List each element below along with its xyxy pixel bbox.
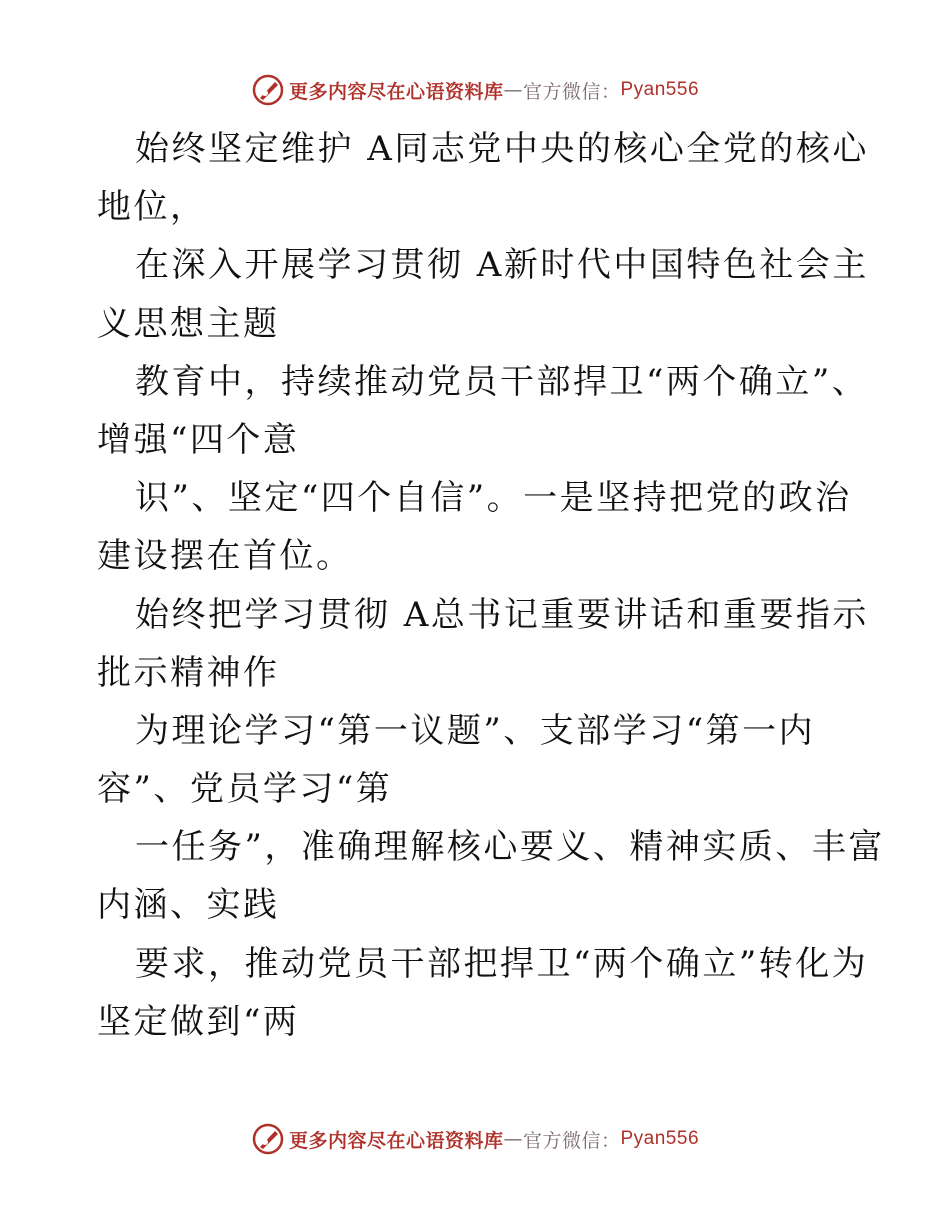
text-line: 建设摆在首位。 bbox=[97, 536, 353, 577]
text-line: 容”、党员学习“第 bbox=[97, 769, 393, 810]
text-line: 地位， bbox=[97, 187, 207, 228]
footer-watermark bbox=[0, 1119, 950, 1159]
text-line: 在深入开展学习贯彻 A新时代中国特色社会主 bbox=[135, 245, 869, 286]
quill-logo-icon bbox=[251, 73, 285, 107]
header-watermark bbox=[0, 70, 950, 110]
watermark-handle: Pyan556 bbox=[620, 79, 700, 100]
document-body bbox=[97, 120, 885, 1051]
text-line: 批示精神作 bbox=[97, 652, 280, 693]
text-line: 为理论学习“第一议题”、支部学习“第一内 bbox=[135, 710, 816, 751]
text-line: 坚定做到“两 bbox=[97, 1001, 300, 1042]
text-line: 始终坚定维护 A同志党中央的核心全党的核心 bbox=[135, 129, 869, 169]
quill-logo-icon bbox=[251, 1122, 285, 1156]
watermark-brand: 更多内容尽在心语资料库 bbox=[288, 80, 504, 103]
watermark-dash: — bbox=[503, 79, 523, 101]
watermark-dash: — bbox=[503, 1128, 523, 1150]
text-line: 要求，推动党员干部把捍卫“两个确立”转化为 bbox=[135, 943, 869, 984]
text-line: 始终把学习贯彻 A总书记重要讲话和重要指示 bbox=[135, 594, 869, 635]
text-line: 识”、坚定“四个自信”。一是坚持把党的政治 bbox=[135, 478, 852, 519]
watermark-wechat-label: 官方微信： bbox=[522, 1129, 621, 1152]
text-line: 内涵、实践 bbox=[97, 885, 280, 926]
watermark-wechat-label: 官方微信： bbox=[522, 80, 621, 103]
watermark-brand: 更多内容尽在心语资料库 bbox=[288, 1129, 504, 1152]
text-line: 义思想主题 bbox=[97, 303, 280, 344]
text-line: 增强“四个意 bbox=[97, 419, 300, 460]
text-line: 一任务”，准确理解核心要义、精神实质、丰富 bbox=[135, 827, 885, 868]
watermark-handle: Pyan556 bbox=[620, 1128, 700, 1149]
text-line: 教育中，持续推动党员干部捍卫“两个确立”、 bbox=[135, 361, 869, 402]
